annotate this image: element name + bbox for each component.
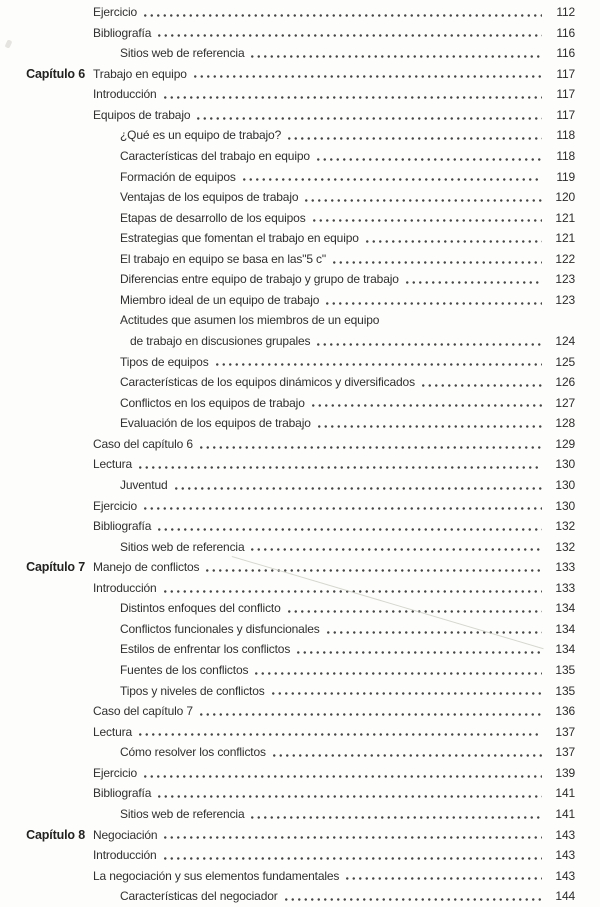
page-number: 112 — [556, 5, 575, 19]
toc-entry-content — [120, 639, 575, 660]
dot-leader — [249, 537, 542, 558]
dot-leader — [331, 249, 542, 270]
dot-leader — [192, 64, 542, 85]
toc-entry — [0, 413, 600, 434]
toc-entry-content — [120, 167, 575, 188]
page-number: 128 — [555, 416, 575, 431]
page-number: 137 — [555, 724, 575, 739]
dot-leader — [137, 454, 542, 475]
toc-entry-title: Fuentes de los conflictos — [120, 663, 249, 677]
toc-entry-title: Formación de equipos — [120, 169, 236, 184]
chapter-label: Capítulo 7 — [26, 560, 85, 575]
dot-leader — [214, 352, 542, 373]
page-number: 143 — [555, 827, 575, 842]
toc-entry-title: Caso del capítulo 6 — [93, 436, 193, 451]
page-number: 130 — [555, 498, 575, 513]
toc-entry — [0, 763, 600, 784]
toc-entry-content — [93, 578, 575, 599]
toc-entry-content — [93, 496, 575, 517]
dot-leader — [286, 598, 542, 619]
page-number: 117 — [556, 107, 575, 122]
toc-entry-content — [120, 537, 575, 558]
page-number: 135 — [555, 663, 575, 677]
toc-entry-title: Miembro ideal de un equipo de trabajo — [120, 292, 320, 307]
toc-entry — [0, 742, 600, 763]
toc-entry — [0, 598, 600, 619]
page-number: 133 — [555, 560, 575, 575]
dot-leader — [142, 496, 542, 517]
page-number: 127 — [555, 395, 575, 410]
toc-entry — [0, 2, 600, 23]
toc-entry-title: Actitudes que asumen los miembros de un equipo — [120, 313, 380, 328]
toc-entry-content — [120, 43, 575, 64]
toc-entry-title: Manejo de conflictos — [93, 560, 200, 575]
page-number: 137 — [555, 745, 575, 760]
dot-leader — [344, 866, 542, 887]
toc-entry — [0, 639, 600, 660]
toc-entry-content — [93, 434, 575, 455]
toc-entry-content — [120, 208, 575, 229]
page-number: 143 — [555, 868, 575, 883]
dot-leader — [173, 475, 542, 496]
dot-leader — [316, 413, 542, 434]
toc-entry-content — [120, 742, 575, 763]
toc-entry-content — [120, 228, 575, 249]
dot-leader — [198, 434, 542, 455]
toc-entry — [0, 331, 600, 352]
toc-entry-title: Ejercicio — [93, 5, 137, 19]
page-number: 116 — [556, 46, 575, 61]
dot-leader — [315, 146, 542, 167]
toc-entry-content — [93, 105, 575, 126]
page-number: 119 — [556, 169, 575, 184]
toc-entry — [0, 310, 600, 331]
toc-entry-title: Ventajas de los equipos de trabajo — [120, 190, 299, 205]
toc-entry-content — [130, 331, 575, 352]
toc-entry — [0, 537, 600, 558]
page-number: 135 — [555, 683, 575, 698]
dot-leader — [156, 783, 542, 804]
toc-entry-title: de trabajo en discusiones grupales — [130, 334, 311, 348]
page-number: 124 — [555, 334, 575, 348]
toc-entry-content — [120, 125, 575, 146]
toc-entry-title: Introducción — [93, 580, 157, 595]
toc-entry-content — [120, 249, 575, 270]
toc-entry-title: Ejercicio — [93, 765, 137, 780]
toc-entry — [0, 660, 600, 681]
dot-leader — [162, 845, 542, 866]
toc-entry-title: Negociación — [93, 827, 158, 842]
dot-leader — [249, 804, 542, 825]
toc-entry-title: Características del negociador — [120, 889, 278, 904]
dot-leader — [162, 84, 542, 105]
toc-entry — [0, 208, 600, 229]
chapter-label: Capítulo 8 — [26, 827, 85, 842]
toc-entry-content — [120, 598, 575, 619]
dot-leader — [156, 23, 542, 44]
page-number: 132 — [555, 519, 575, 534]
toc-entry — [0, 496, 600, 517]
page-number: 141 — [555, 806, 575, 821]
toc-entry-title: Equipos de trabajo — [93, 107, 191, 122]
dot-leader — [162, 578, 542, 599]
toc-entry-content — [93, 866, 575, 887]
page-number: 143 — [555, 848, 575, 863]
dot-leader — [270, 681, 542, 702]
toc-entry — [0, 84, 600, 105]
toc-entry — [0, 269, 600, 290]
toc-entry-content — [93, 763, 575, 784]
page-number: 134 — [555, 601, 575, 616]
toc-entry-content — [93, 722, 575, 743]
toc-entry-content — [120, 146, 575, 167]
page-number: 141 — [555, 786, 575, 801]
toc-entry-content — [93, 783, 575, 804]
toc-entry-content — [120, 352, 575, 373]
toc-entry — [0, 454, 600, 475]
toc-entry-title: ¿Qué es un equipo de trabajo? — [120, 128, 282, 143]
toc-entry-content — [120, 393, 575, 414]
toc-entry-title: Ejercicio — [93, 498, 137, 513]
dot-leader — [162, 825, 542, 846]
page-number: 123 — [555, 272, 575, 287]
toc-entry — [0, 783, 600, 804]
toc-entry-content — [120, 619, 575, 640]
toc-entry-title: Lectura — [93, 457, 132, 472]
dot-leader — [142, 763, 542, 784]
toc-entry-content — [120, 886, 575, 907]
dot-leader — [198, 701, 542, 722]
dot-leader — [156, 516, 542, 537]
toc-entry — [0, 557, 600, 578]
toc-entry — [0, 825, 600, 846]
toc-entry-content — [120, 372, 575, 393]
toc-entry-content — [120, 804, 575, 825]
toc-entry — [0, 146, 600, 167]
toc-entry — [0, 187, 600, 208]
toc-entry-content — [93, 84, 575, 105]
dot-leader — [137, 722, 542, 743]
page-number: 126 — [555, 375, 575, 390]
toc-entry-content — [93, 516, 575, 537]
page-number: 118 — [556, 148, 575, 163]
toc-entry-title: Evaluación de los equipos de trabajo — [120, 416, 311, 431]
dot-leader — [195, 105, 542, 126]
toc-entry-title: Tipos de equipos — [120, 354, 209, 369]
dot-leader — [315, 331, 542, 352]
toc-entry-title: Bibliografía — [93, 25, 152, 40]
dot-leader — [271, 742, 542, 763]
page-number: 120 — [555, 190, 575, 205]
chapter-label: Capítulo 6 — [26, 66, 85, 81]
page-number: 136 — [555, 704, 575, 719]
page-number: 139 — [555, 765, 575, 780]
toc-entry — [0, 64, 600, 85]
page-number: 125 — [555, 354, 575, 369]
page-number: 117 — [556, 66, 575, 81]
dot-leader — [249, 43, 542, 64]
toc-entry-title: Características del trabajo en equipo — [120, 148, 310, 163]
toc-entry — [0, 105, 600, 126]
toc-entry-title: Bibliografía — [93, 786, 152, 801]
toc-entry-title: Tipos y niveles de conflictos — [120, 683, 265, 698]
toc-entry-title: Trabajo en equipo — [93, 66, 187, 81]
dot-leader — [241, 167, 542, 188]
toc-entry — [0, 228, 600, 249]
toc-entry-title: Características de los equipos dinámicos y diversificados — [120, 375, 415, 390]
toc-entry-title: Bibliografía — [93, 519, 152, 534]
toc-entry — [0, 434, 600, 455]
toc-entry-title: Conflictos funcionales y disfuncionales — [120, 621, 320, 636]
page-number: 134 — [555, 621, 575, 636]
dot-leader — [286, 125, 542, 146]
toc-entry-content — [120, 187, 575, 208]
dot-leader — [283, 886, 542, 907]
page-number: 118 — [556, 128, 575, 143]
toc-entry-content — [120, 681, 575, 702]
toc-entry-content — [120, 290, 575, 311]
toc-entry-content — [93, 557, 575, 578]
toc-entry-content — [120, 413, 575, 434]
toc-entry — [0, 619, 600, 640]
page-number: 134 — [555, 642, 575, 657]
toc-entry-content — [120, 475, 575, 496]
toc-entry-content — [93, 454, 575, 475]
toc-entry-title: Juventud — [120, 477, 168, 492]
toc-entry — [0, 125, 600, 146]
dot-leader — [142, 2, 542, 23]
toc-entry-content — [93, 64, 575, 85]
dot-leader — [253, 660, 542, 681]
toc-list — [0, 2, 600, 907]
dot-leader — [295, 639, 542, 660]
page-number: 122 — [555, 251, 575, 266]
toc-entry-title: Introducción — [93, 848, 157, 863]
toc-entry-content — [120, 660, 575, 681]
page-number: 129 — [555, 436, 575, 451]
toc-entry-title: Sitios web de referencia — [120, 539, 245, 554]
toc-entry-title: Caso del capítulo 7 — [93, 704, 193, 719]
toc-entry — [0, 372, 600, 393]
toc-entry — [0, 352, 600, 373]
dot-leader — [311, 208, 542, 229]
page-number: 123 — [555, 292, 575, 307]
toc-entry-content — [93, 23, 575, 44]
toc-entry-title: Etapas de desarrollo de los equipos — [120, 210, 306, 225]
toc-entry-title: Sitios web de referencia — [120, 806, 245, 821]
page-number: 116 — [556, 25, 575, 40]
toc-entry — [0, 681, 600, 702]
toc-entry — [0, 866, 600, 887]
toc-entry — [0, 804, 600, 825]
toc-entry-content — [120, 310, 575, 331]
toc-entry — [0, 578, 600, 599]
toc-entry-title: Sitios web de referencia — [120, 46, 245, 61]
dot-leader — [324, 290, 542, 311]
toc-entry-title: El trabajo en equipo se basa en las"5 c" — [120, 251, 326, 266]
toc-entry — [0, 43, 600, 64]
dot-leader — [404, 269, 542, 290]
dot-leader — [204, 557, 542, 578]
toc-entry-content — [93, 2, 575, 23]
toc-entry — [0, 167, 600, 188]
page-number: 121 — [555, 210, 575, 225]
dot-leader — [310, 393, 542, 414]
toc-entry-title: La negociación y sus elementos fundamentales — [93, 868, 340, 883]
dot-leader — [364, 228, 542, 249]
toc-entry-title: Diferencias entre equipo de trabajo y grupo de trabajo — [120, 272, 399, 287]
toc-entry-content — [120, 269, 575, 290]
toc-entry-title: Estilos de enfrentar los conflictos — [120, 642, 291, 657]
toc-entry-title: Lectura — [93, 724, 132, 739]
page-number: 130 — [555, 457, 575, 472]
toc-entry-title: Conflictos en los equipos de trabajo — [120, 395, 305, 410]
toc-entry — [0, 516, 600, 537]
toc-entry — [0, 845, 600, 866]
dot-leader — [420, 372, 542, 393]
toc-entry — [0, 701, 600, 722]
toc-entry — [0, 886, 600, 907]
page-number: 117 — [556, 87, 575, 102]
toc-entry — [0, 475, 600, 496]
dot-leader — [325, 619, 542, 640]
page-number: 144 — [555, 889, 575, 904]
toc-entry-title: Distintos enfoques del conflicto — [120, 601, 281, 616]
toc-entry — [0, 722, 600, 743]
toc-entry-content — [93, 701, 575, 722]
toc-entry-title: Cómo resolver los conflictos — [120, 745, 266, 760]
toc-entry — [0, 23, 600, 44]
toc-entry — [0, 290, 600, 311]
page-number: 132 — [555, 539, 575, 554]
toc-entry-content — [93, 825, 575, 846]
page-number: 133 — [555, 580, 575, 595]
toc-entry-title: Introducción — [93, 87, 157, 102]
page-number: 121 — [555, 231, 575, 246]
toc-entry-title: Estrategias que fomentan el trabajo en equipo — [120, 231, 359, 246]
toc-entry — [0, 393, 600, 414]
page-number: 130 — [555, 477, 575, 492]
dot-leader — [303, 187, 542, 208]
toc-entry — [0, 249, 600, 270]
toc-entry-content — [93, 845, 575, 866]
